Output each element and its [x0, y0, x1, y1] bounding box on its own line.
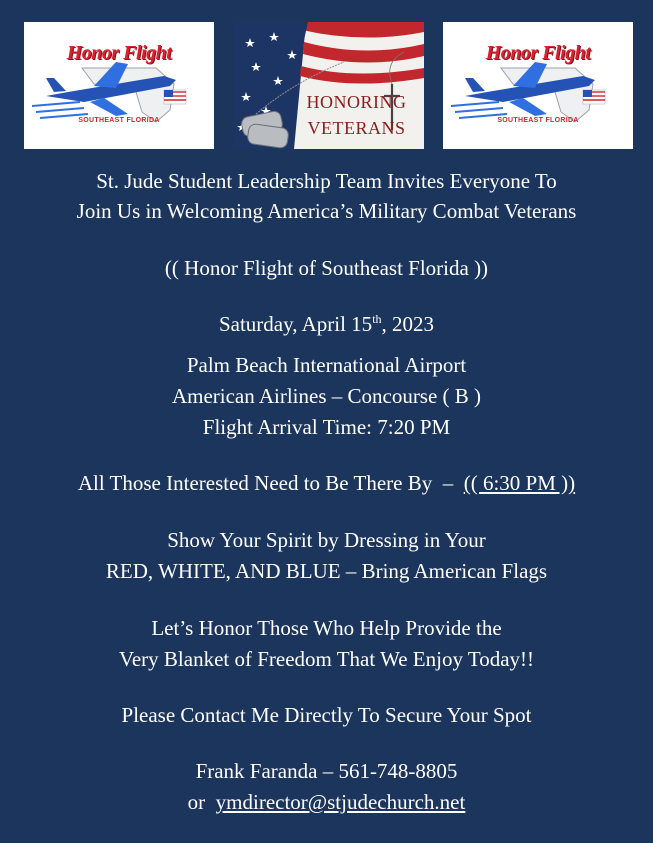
- event-date: [0, 309, 653, 339]
- honoring-text: HONORING: [306, 92, 407, 112]
- honoring-veterans-image: [234, 22, 424, 149]
- logo-subtitle: SOUTHEAST FLORIDA: [78, 117, 160, 124]
- logo-title: Honor Flight: [66, 42, 172, 64]
- contact-or: or: [187, 790, 216, 814]
- contact-name-phone: Frank Faranda – 561-748-8805: [195, 759, 458, 783]
- invite-line-2: Join Us in Welcoming America’s Military Combat Veterans: [76, 199, 577, 223]
- honor-flight-logo-left: [24, 22, 214, 149]
- honor-flight-logo-right: [443, 22, 633, 149]
- honor-line-1: Let’s Honor Those Who Help Provide the: [151, 616, 502, 640]
- honor-line-2: Very Blanket of Freedom That We Enjoy Today!!: [119, 647, 534, 671]
- concourse: American Airlines – Concourse ( B ): [171, 384, 482, 408]
- logo-subtitle: SOUTHEAST FLORIDA: [497, 117, 579, 124]
- veterans-text: VETERANS: [307, 118, 406, 138]
- arrival-time: Flight Arrival Time: 7:20 PM: [202, 415, 451, 439]
- be-there-time: (( 6:30 PM )): [463, 471, 576, 495]
- be-there-prefix: All Those Interested Need to Be There By –: [77, 471, 464, 495]
- date-prefix: Saturday, April 15: [218, 312, 373, 336]
- contact-email-line: [0, 787, 653, 817]
- date-suffix: th: [372, 312, 382, 326]
- be-there-by: [0, 468, 653, 498]
- spirit-line-2: RED, WHITE, AND BLUE – Bring American Flags: [105, 559, 548, 583]
- invite-line-1: St. Jude Student Leadership Team Invites Everyone To: [96, 169, 557, 193]
- logo-title: Honor Flight: [485, 42, 591, 64]
- spirit-line-1: Show Your Spirit by Dressing in Your: [167, 528, 486, 552]
- date-year: , 2023: [381, 312, 435, 336]
- location: Palm Beach International Airport: [186, 353, 467, 377]
- contact-email-link[interactable]: ymdirector@stjudechurch.net: [215, 790, 466, 814]
- contact-call: Please Contact Me Directly To Secure Your Spot: [121, 703, 532, 727]
- organization-name: (( Honor Flight of Southeast Florida )): [164, 256, 489, 280]
